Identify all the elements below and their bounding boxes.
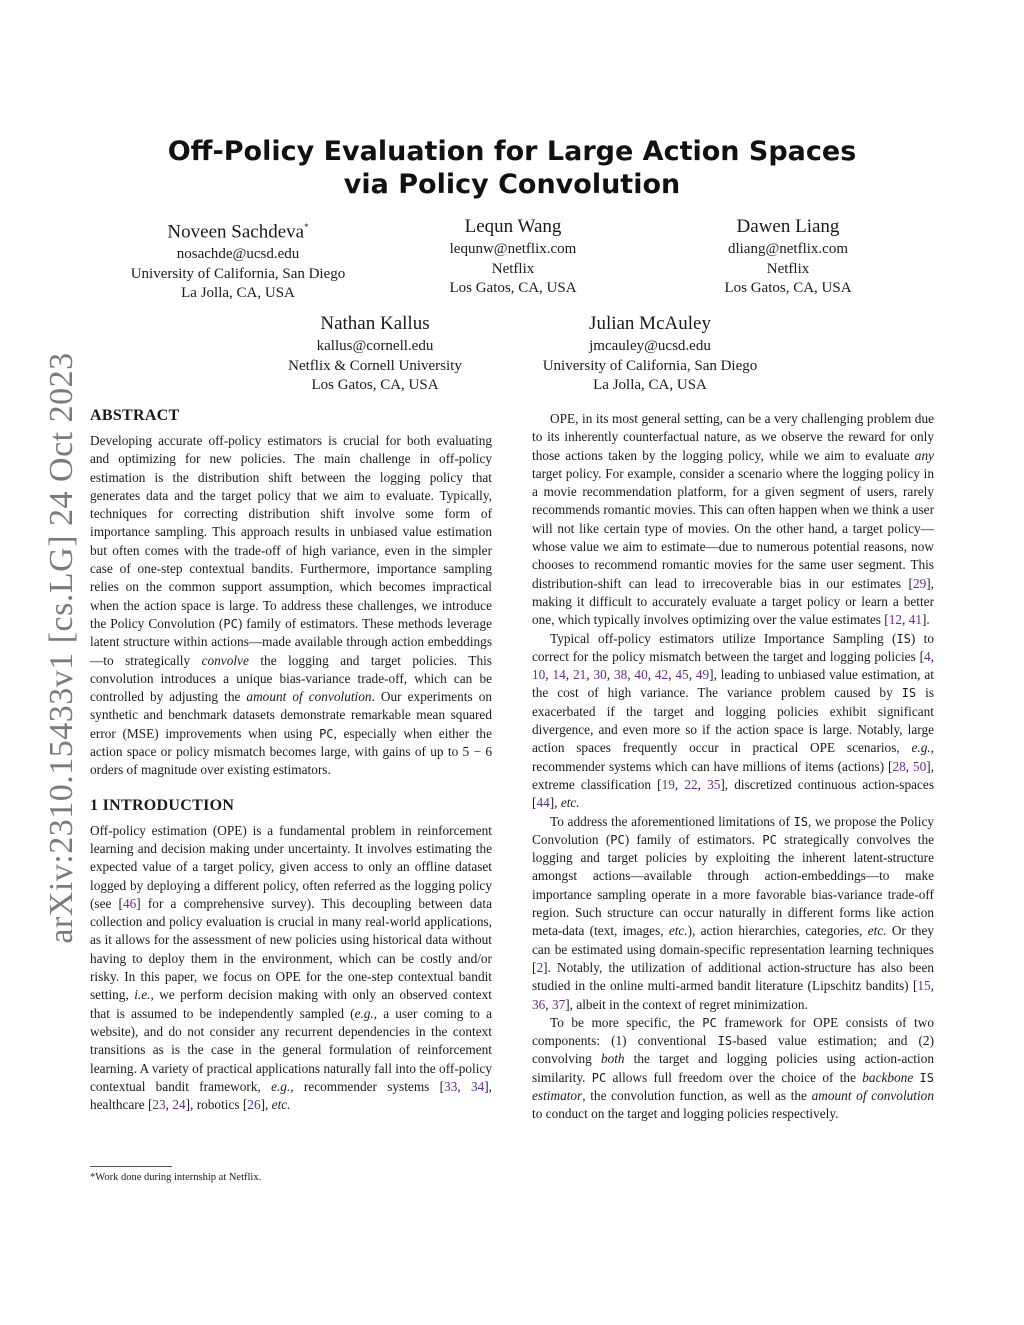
author-name: Julian McAuley [589, 313, 711, 334]
author-block-1 [88, 214, 388, 304]
citation-link[interactable]: 10 [532, 667, 546, 683]
abstract-paragraph: Developing accurate off-policy estimators is crucial for both evaluating and optimizing for new policies. The main challenge in off-policy estimation is the distribution shift between the logging policy that generates data and the target policy that we aim to evaluate. Typically, techniques for correcting distribution shift involve some form of importance sampling. This approach results in unbiased value estimation but often comes with the trade-off of high variance, even in the simpler case of one-step contextual bandits. Furthermore, importance sampling relies on the common support assumption, which becomes impractical when the action space is large. To address these challenges, we introduce the Policy Convolution (PC) family of estimators. These methods leverage latent structure within actions—made available through action embeddings—to strategically convolve the logging and target policies. This convolution introduces a unique bias-variance trade-off, which can be controlled by adjusting the amount of convolution. Our experiments on synthetic and benchmark datasets demonstrate remarkable mean squared error (MSE) improvements when using PC, especially when either the action space or policy mismatch becomes large, with gains of up to 5 − 6 orders of magnitude over existing estimators. [90, 433, 493, 778]
author-affiliation: Netflix & Cornell University [288, 357, 462, 374]
citation-link[interactable]: 28 [892, 758, 906, 774]
citation-link[interactable]: 35 [707, 776, 721, 792]
author-affiliation: Netflix [491, 260, 535, 277]
author-affiliation: University of California, San Diego [542, 357, 758, 374]
author-location: La Jolla, CA, USA [181, 285, 295, 302]
left-column [90, 406, 492, 1114]
author-email[interactable]: lequnw@netflix.com [449, 241, 577, 257]
citation-link[interactable]: 44 [536, 795, 550, 811]
arxiv-identifier: arXiv:2310.15433v1 [cs.LG] 24 Oct 2023 [43, 352, 80, 944]
author-location: Los Gatos, CA, USA [311, 377, 439, 393]
citation-link[interactable]: 42 [654, 667, 669, 683]
author-footnote-mark: * [304, 222, 309, 232]
citation-link[interactable]: 38 [613, 667, 628, 683]
citation-link[interactable]: 15 [917, 978, 931, 994]
citation-link[interactable]: 33 [444, 1078, 458, 1094]
author-email[interactable]: kallus@cornell.edu [316, 338, 434, 354]
author-name: Dawen Liang [736, 216, 840, 237]
title-line-2: via Policy Convolution [343, 169, 681, 200]
footnote: *Work done during internship at Netflix. [90, 1172, 262, 1183]
intro-paragraph: Off-policy estimation (OPE) is a fundamental problem in reinforcement learning and decision making under uncertainty. It involves estimating the expected value of a target policy, given access to only an offline dataset logged by deploying a different policy, often referred as the logging policy (see [46] for a comprehensive survey). This decoupling between data collection and policy evaluation is crucial in many real-world applications, as it allows for the assessment of new policies using historical data without having to deploy them in the environment, which can be costly and/or risky. In this paper, we focus on OPE for the one-step contextual bandit setting, i.e., we perform decision making with only an observed context that is assumed to be independently sampled (e.g., a user coming to a website), and do not consider any recurrent dependencies in the context transitions as is the case in the general formulation of reinforcement learning. A variety of practical applications naturally fall into the off-policy contextual bandit framework, e.g., recommender systems [33, 34], healthcare [23, 24], robotics [26], etc. [90, 822, 492, 1113]
author-name: Nathan Kallus [320, 313, 430, 334]
footnote-rule [90, 1166, 172, 1167]
citation-link[interactable]: 24 [172, 1097, 186, 1113]
citation-link[interactable]: 22 [684, 776, 698, 792]
citation-link[interactable]: 26 [247, 1097, 261, 1113]
citation-link[interactable]: 21 [572, 667, 587, 683]
author-block-3 [638, 214, 938, 299]
author-name: Noveen Sachdeva [167, 221, 305, 243]
citation-link[interactable]: 41 [908, 612, 922, 628]
title-line-1: Off-Policy Evaluation for Large Action Spaces [167, 136, 857, 167]
citation-link[interactable]: 40 [634, 667, 648, 683]
author-block-5 [500, 311, 800, 396]
author-affiliation: University of California, San Diego [130, 265, 346, 282]
paper-title [0, 135, 1024, 201]
author-email[interactable]: nosachde@ucsd.edu [176, 246, 300, 263]
citation-link[interactable]: 4 [924, 648, 931, 664]
citation-link[interactable]: 14 [552, 667, 566, 683]
citation-link[interactable]: 46 [123, 895, 137, 911]
author-location: Los Gatos, CA, USA [449, 280, 577, 296]
author-location: La Jolla, CA, USA [593, 377, 707, 393]
body-paragraph: OPE, in its most general setting, can be a very challenging problem due to its inherently counterfactual nature, as we observe the reward for only those actions taken by the logging policy, while we aim to evaluate any target policy. For example, consider a scenario where the logging policy in a movie recommendation platform, for a given segment of users, rarely recommends romantic movies. This can often happen when we think a user will not like certain type of movies. On the other hand, a target policy—whose value we aim to estimate—due to numerous potential reasons, now chooses to recommend romantic movies for the same user segment. This distribution-shift can lead to irrecoverable bias in our estimates [29], making it difficult to accurately evaluate a target policy or learn a better one, which typically involves optimizing over the value estimates [12, 41]. [532, 411, 934, 628]
author-block-4 [225, 311, 525, 396]
right-column [532, 410, 934, 1124]
citation-link[interactable]: 30 [593, 667, 607, 683]
citation-link[interactable]: 12 [888, 612, 903, 628]
citation-link[interactable]: 29 [912, 575, 927, 591]
citation-link[interactable]: 34 [470, 1078, 485, 1094]
body-paragraph: To be more specific, the PC framework for OPE consists of two components: (1) conventional IS-based value estimation; and (2) convolving both the target and logging policies using action-action similarity. PC allows full freedom over the choice of the backbone IS estimator, the convolution function, as well as the amount of convolution to conduct on the target and logging policies respectively. [532, 1014, 935, 1122]
citation-link[interactable]: 19 [661, 776, 675, 792]
citation-link[interactable]: 45 [675, 667, 689, 683]
author-location: Los Gatos, CA, USA [724, 280, 852, 296]
citation-link[interactable]: 23 [152, 1097, 166, 1113]
citation-link[interactable]: 49 [695, 667, 710, 683]
author-email[interactable]: dliang@netflix.com [727, 241, 849, 257]
abstract-heading: ABSTRACT [90, 407, 180, 424]
author-email[interactable]: jmcauley@ucsd.edu [589, 338, 711, 354]
citation-link[interactable]: 36 [532, 996, 546, 1012]
author-name: Lequn Wang [464, 216, 562, 237]
citation-link[interactable]: 2 [536, 959, 544, 975]
citation-link[interactable]: 50 [912, 758, 927, 774]
citation-link[interactable]: 37 [551, 996, 566, 1012]
author-affiliation: Netflix [766, 260, 810, 277]
body-paragraph: To address the aforementioned limitations of IS, we propose the Policy Convolution (PC) family of estimators. PC strategically convolves the logging and target policies by exploiting the inherent latent-structure amongst actions—available through action-embeddings—to make importance sampling operate in a more favorable bias-variance trade-off region. Such structure can occur naturally in different forms like action meta-data (text, images, etc.), action hierarchies, categories, etc. Or they can be estimated using domain-specific representation learning techniques [2]. Notably, the utilization of additional action-structure has also been studied in the online multi-armed bandit literature (Lipschitz bandits) [15, 36, 37], albeit in the context of regret minimization. [532, 813, 934, 1012]
author-block-2 [363, 214, 663, 299]
introduction-heading: 1 INTRODUCTION [90, 796, 235, 814]
body-paragraph: Typical off-policy estimators utilize Importance Sampling (IS) to correct for the policy mismatch between the target and logging policies [4, 10, 14, 21, 30, 38, 40, 42, 45, 49], leading to unbiased value estimation, at the cost of high variance. The variance problem caused by IS is exacerbated if the target and logging policies exhibit significant divergence, and even more so if the action space is large. Notably, large action spaces frequently occur in practical OPE scenarios, e.g., recommender systems which can have millions of items (actions) [28, 50], extreme classification [19, 22, 35], discretized continuous action-spaces [44], etc. [532, 630, 934, 811]
